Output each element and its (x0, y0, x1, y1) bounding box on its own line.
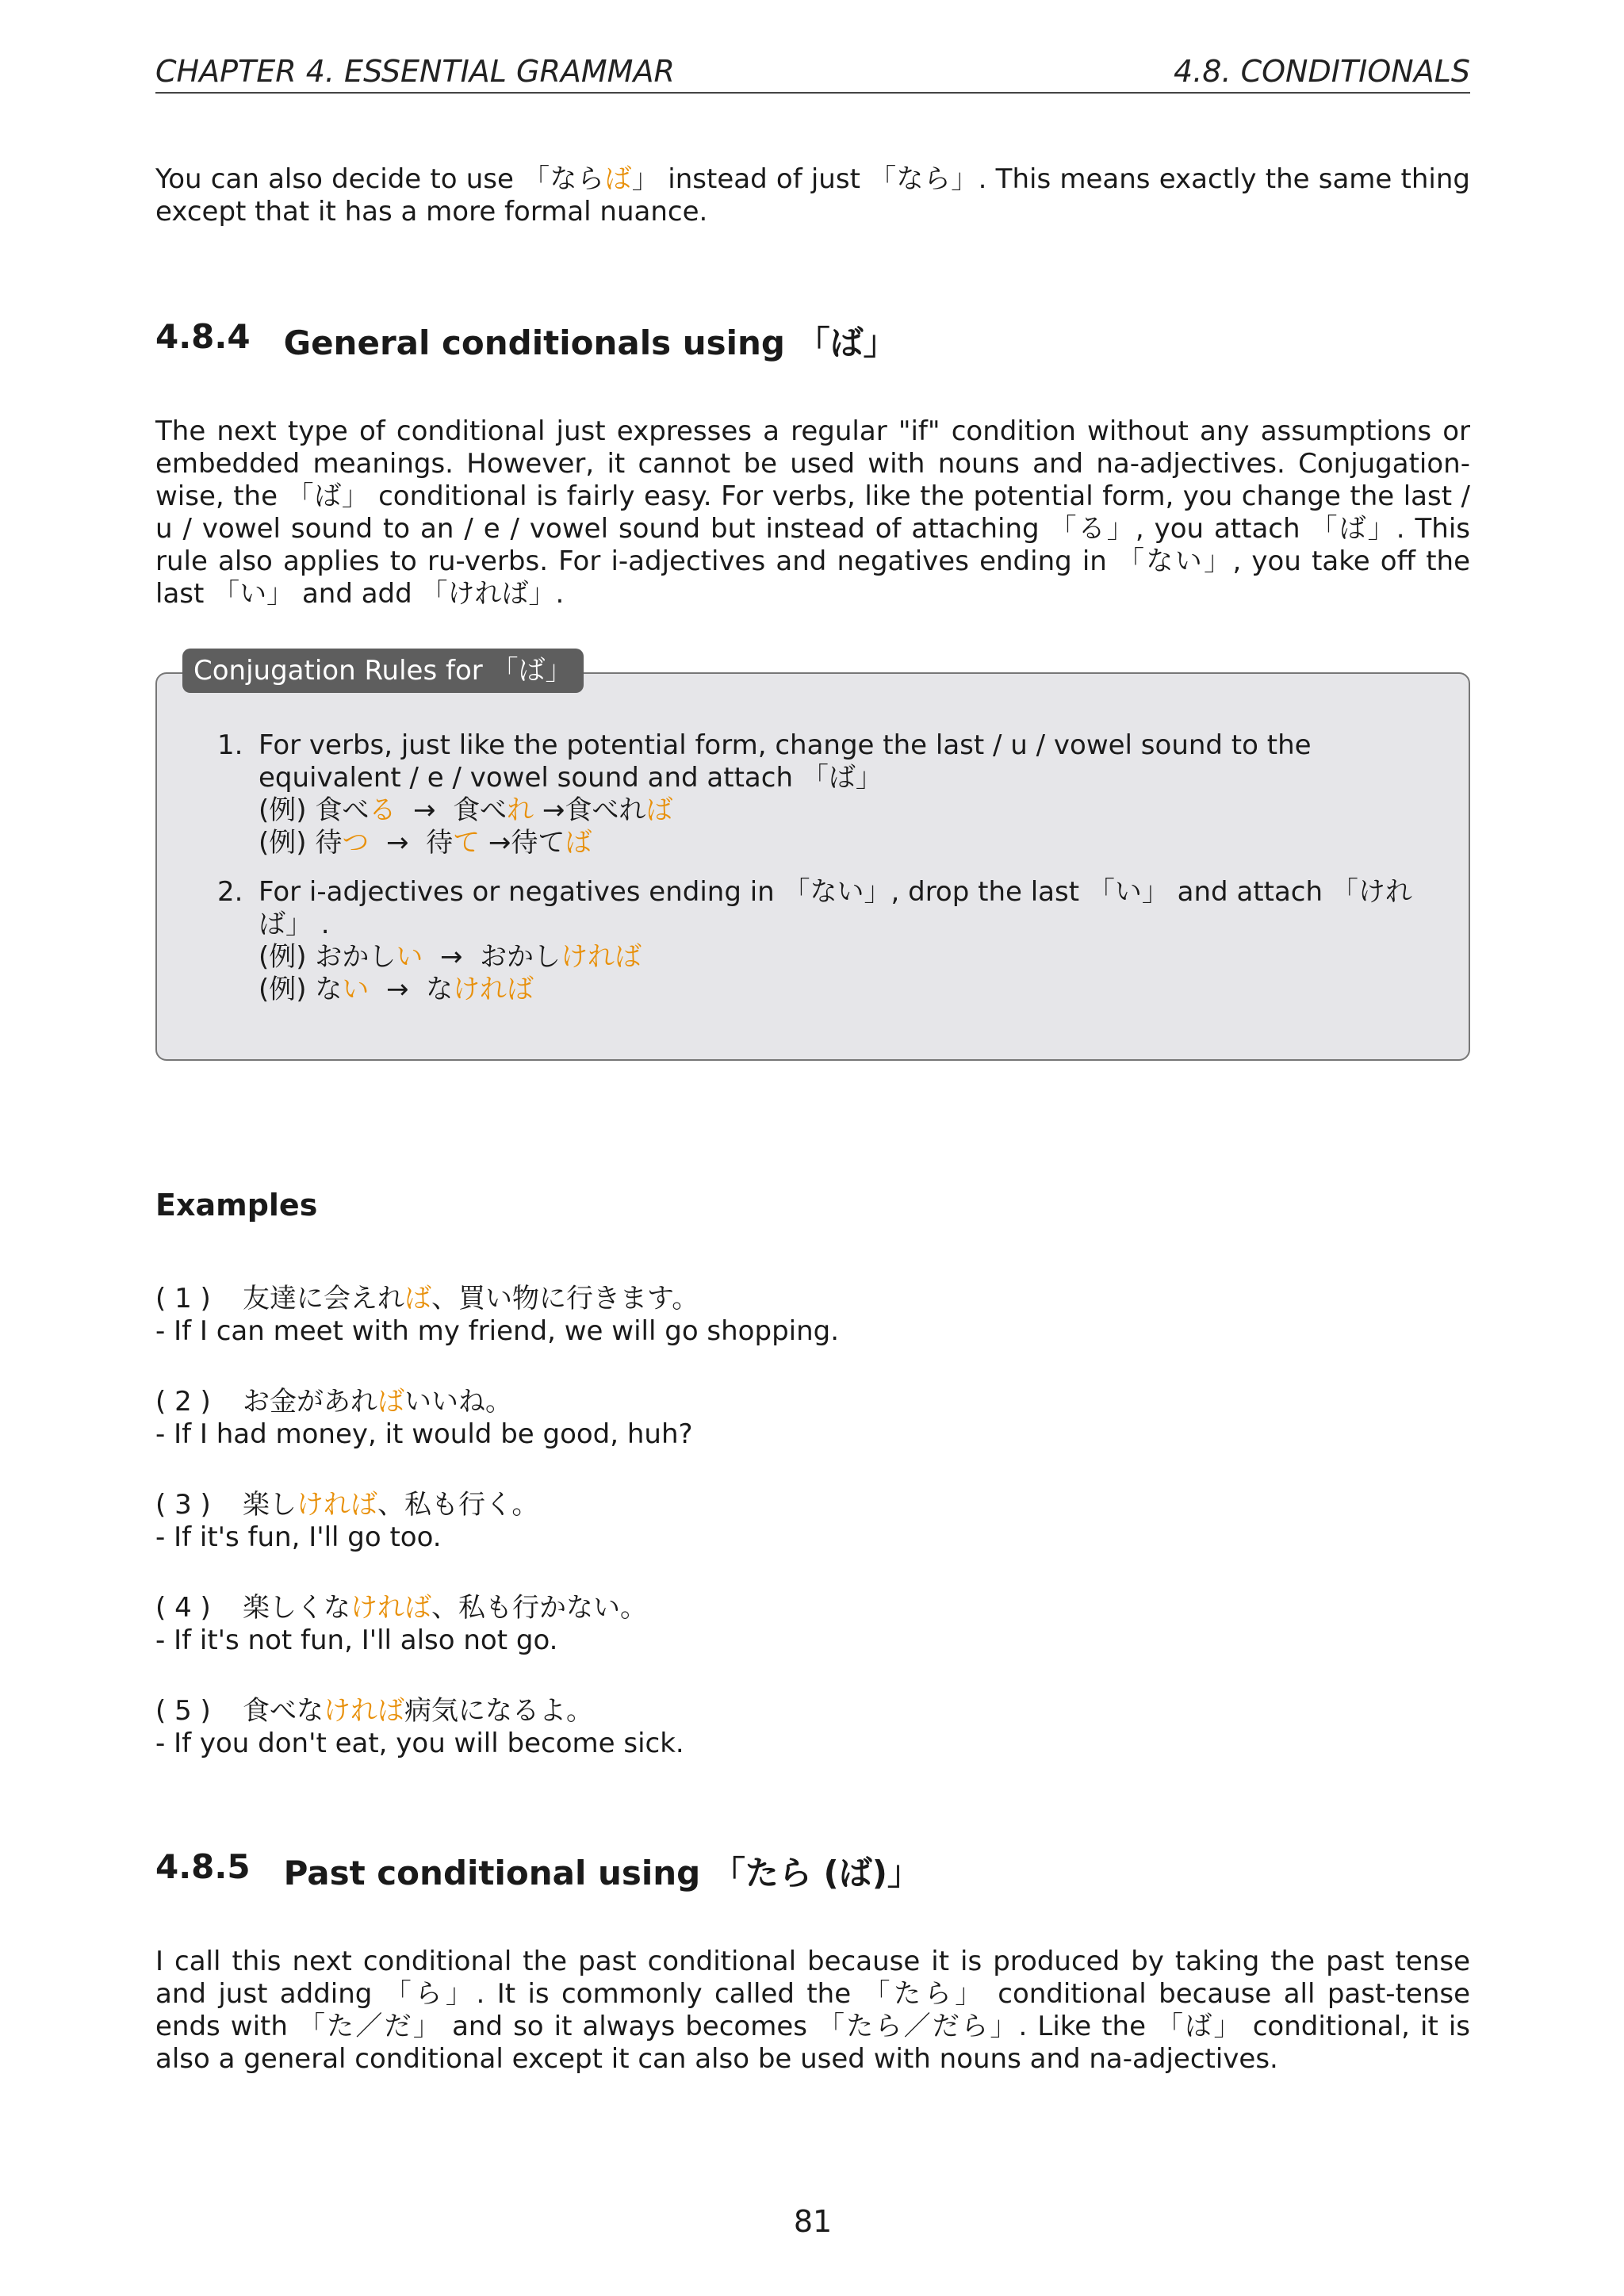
example-item: ( 2 ) お金があればいいね。 - If I had money, it would be good, huh? (155, 1386, 693, 1450)
section-title: 4.8. CONDITIONALS (1174, 54, 1470, 89)
rule-example: (例) おかしい → おかしければ (259, 941, 642, 973)
page-number: 81 (793, 2204, 833, 2239)
section-heading-text: General conditionals using 「ば」 (283, 323, 897, 362)
example-number: ( 3 ) (155, 1489, 211, 1521)
section-heading-485 (155, 1847, 921, 1895)
example-translation: - If it's not fun, I'll also not go. (155, 1624, 558, 1656)
section-number: 4.8.4 (155, 317, 251, 356)
example-translation: - If you don't eat, you will become sick. (155, 1728, 684, 1759)
highlight-text: ば (604, 163, 632, 195)
example-item: ( 3 ) 楽しければ、私も行く。 - If it's fun, I'll go too. (155, 1489, 539, 1553)
section-484-paragraph: The next type of conditional just expresses a regular "if" condition without any assumptions or embedded meanings. However, it cannot be used with nouns and na-adjectives. Conjugation-wise, the 「ば」 conditional is fairly easy. For verbs, like the potential form, you change the last / u / vowel sound to an / e / vowel sound but instead of attaching 「る」, you attach 「ば」. This rule also applies to ru-verbs. For i-adjectives and negatives ending in 「ない」, you take off the last 「い」 and add 「ければ」. (155, 415, 1470, 610)
chapter-title: CHAPTER 4. ESSENTIAL GRAMMAR (155, 54, 675, 89)
example-number: ( 4 ) (155, 1592, 211, 1624)
example-item: ( 5 ) 食べなければ病気になるよ。 - If you don't eat, you will become sick. (155, 1695, 684, 1759)
rule-text: For verbs, just like the potential form, change the last / u / vowel sound to the equivalent / e / vowel sound and attach 「ば」 (259, 729, 1312, 794)
example-translation: - If I had money, it would be good, huh? (155, 1418, 693, 1450)
example-number: ( 2 ) (155, 1386, 211, 1418)
intro-paragraph: You can also decide to use 「ならば」 instead of just 「なら」. This means exactly the same thing except that it has a more formal nuance. (155, 163, 1470, 228)
section-heading-text: Past conditional using 「たら (ば)」 (283, 1854, 921, 1892)
examples-heading: Examples (155, 1188, 318, 1223)
rule-number: 1. (217, 729, 243, 761)
example-number: ( 5 ) (155, 1695, 211, 1727)
example-translation: - If it's fun, I'll go too. (155, 1521, 442, 1553)
page (155, 0, 1470, 2296)
rule-number: 2. (217, 876, 243, 908)
example-item: ( 4 ) 楽しくなければ、私も行かない。 - If it's not fun, I'll also not go. (155, 1592, 647, 1656)
rule-text: For i-adjectives or negatives ending in 「ない」, drop the last 「い」 and attach 「ければ」 . (259, 876, 1412, 940)
example-translation: - If I can meet with my friend, we will go shopping. (155, 1315, 840, 1347)
rule-example: (例) 食べる → 食べれ →食べれば (259, 794, 673, 826)
example-item: ( 1 ) 友達に会えれば、買い物に行きます。 - If I can meet with my friend, we will go shopping. (155, 1283, 840, 1347)
section-number: 4.8.5 (155, 1847, 251, 1886)
example-number: ( 1 ) (155, 1283, 211, 1314)
section-heading-484 (155, 317, 897, 365)
conjugation-rules-title: Conjugation Rules for 「ば」 (182, 649, 584, 693)
running-header (155, 52, 1470, 94)
rule-example: (例) ない → なければ (259, 974, 534, 1005)
section-485-paragraph: I call this next conditional the past conditional because it is produced by taking the past tense and just adding 「ら」. It is commonly called the 「たら」 conditional because all past-tense ends with 「た／だ」 and so it always becomes 「たら／だら」. Like the 「ば」 conditional, it is also a general conditional except it can also be used with nouns and na-adjectives. (155, 1946, 1470, 2075)
rule-example: (例) 待つ → 待て →待てば (259, 827, 592, 859)
